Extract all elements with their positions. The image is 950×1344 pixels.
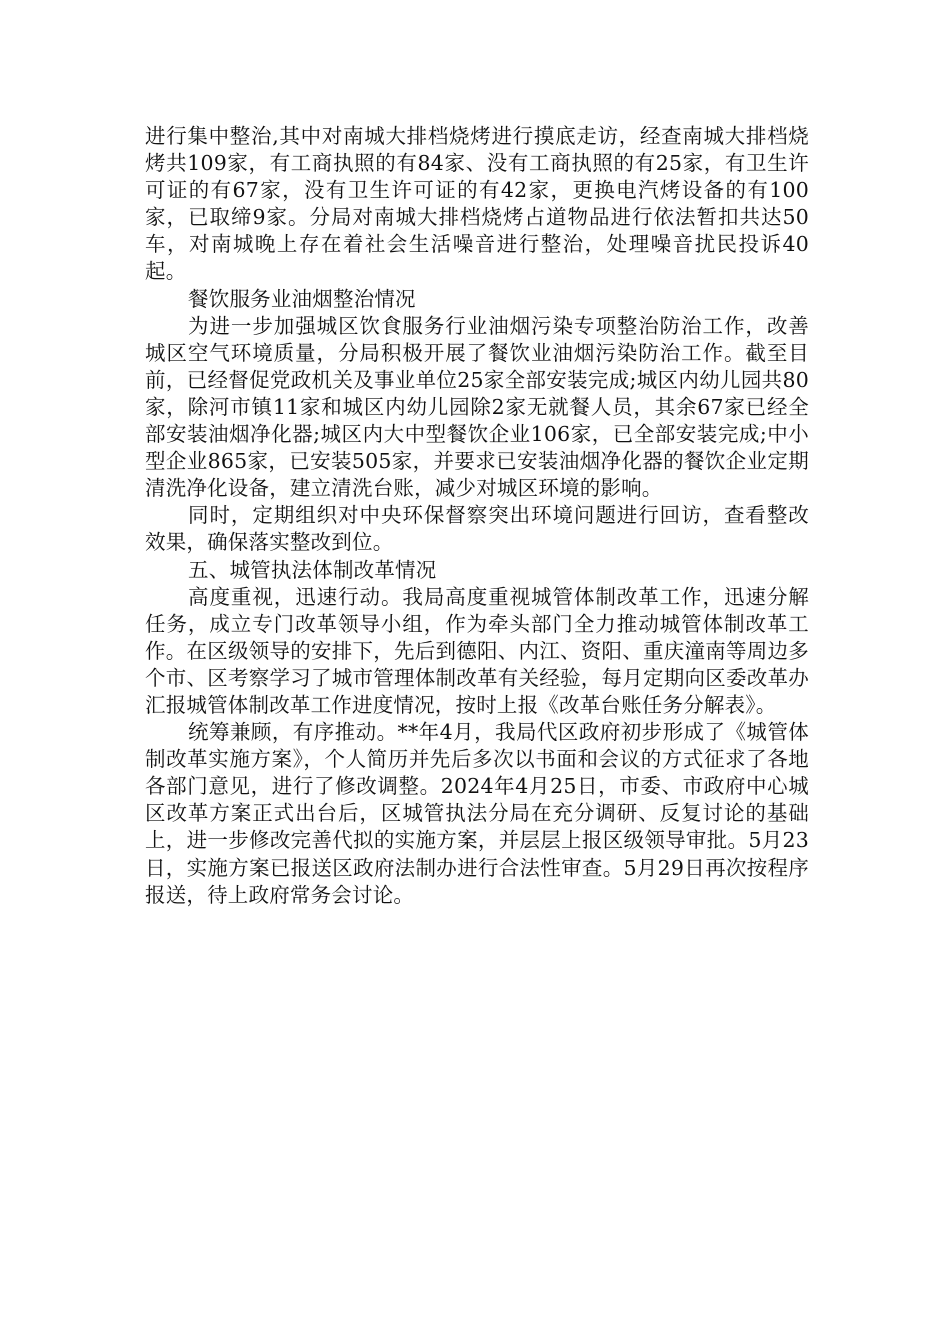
section-heading-catering-fumes: 餐饮服务业油烟整治情况 <box>188 286 416 311</box>
paragraph-fume-control: 为进一步加强城区饮食服务行业油烟污染专项整治防治工作，改善城区空气环境质量，分局积极开展了餐饮业油烟污染防治工作。截至目前，已经督促党政机关及事业单位25家全部安装完成;城区内幼儿园共80家，除河市镇11家和城区内幼儿园除2家无就餐人员，其余67家已经全部安装油烟净化器;城区内大中型餐饮企业106家，已全部安装完成;中小型企业865家，已安装505家，并要求已安装油烟净化器的餐饮企业定期清洗净化设备，建立清洗台账，减少对城区环境的影响。 <box>145 313 809 501</box>
document-body <box>145 123 809 909</box>
paragraph-sanitation-rectification: 进行集中整治,其中对南城大排档烧烤进行摸底走访，经查南城大排档烧烤共109家，有工商执照的有84家、没有工商执照的有25家，有卫生许可证的有67家，没有卫生许可证的有42家，更换电汽烤设备的有100家，已取缔9家。分局对南城大排档烧烤占道物品进行依法暂扣共达50车，对南城晚上存在着社会生活噪音进行整治，处理噪音扰民投诉40起。 <box>145 124 809 284</box>
paragraph-inspection-followup: 同时，定期组织对中央环保督察突出环境问题进行回访，查看整改效果，确保落实整改到位。 <box>145 503 809 555</box>
section-heading-enforcement-reform: 五、城管执法体制改革情况 <box>188 557 437 582</box>
paragraph-orderly-promotion: 统筹兼顾，有序推动。**年4月，我局代区政府初步形成了《城管体制改革实施方案》，个人简历并先后多次以书面和会议的方式征求了各地各部门意见，进行了修改调整。2024年4月25日，市委、市政府中心城区改革方案正式出台后，区城管执法分局在充分调研、反复讨论的基础上，进一步修改完善代拟的实施方案，并层层上报区级领导审批。5月23日，实施方案已报送区政府法制办进行合法性审查。5月29日再次按程序报送，待上政府常务会讨论。 <box>145 720 809 907</box>
paragraph-rapid-action: 高度重视，迅速行动。我局高度重视城管体制改革工作，迅速分解任务，成立专门改革领导小组，作为牵头部门全力推动城管体制改革工作。在区级领导的安排下，先后到德阳、内江、资阳、重庆潼南等周边多个市、区考察学习了城市管理体制改革有关经验，每月定期向区委改革办汇报城管体制改革工作进度情况，按时上报《改革台账任务分解表》。 <box>145 584 809 717</box>
